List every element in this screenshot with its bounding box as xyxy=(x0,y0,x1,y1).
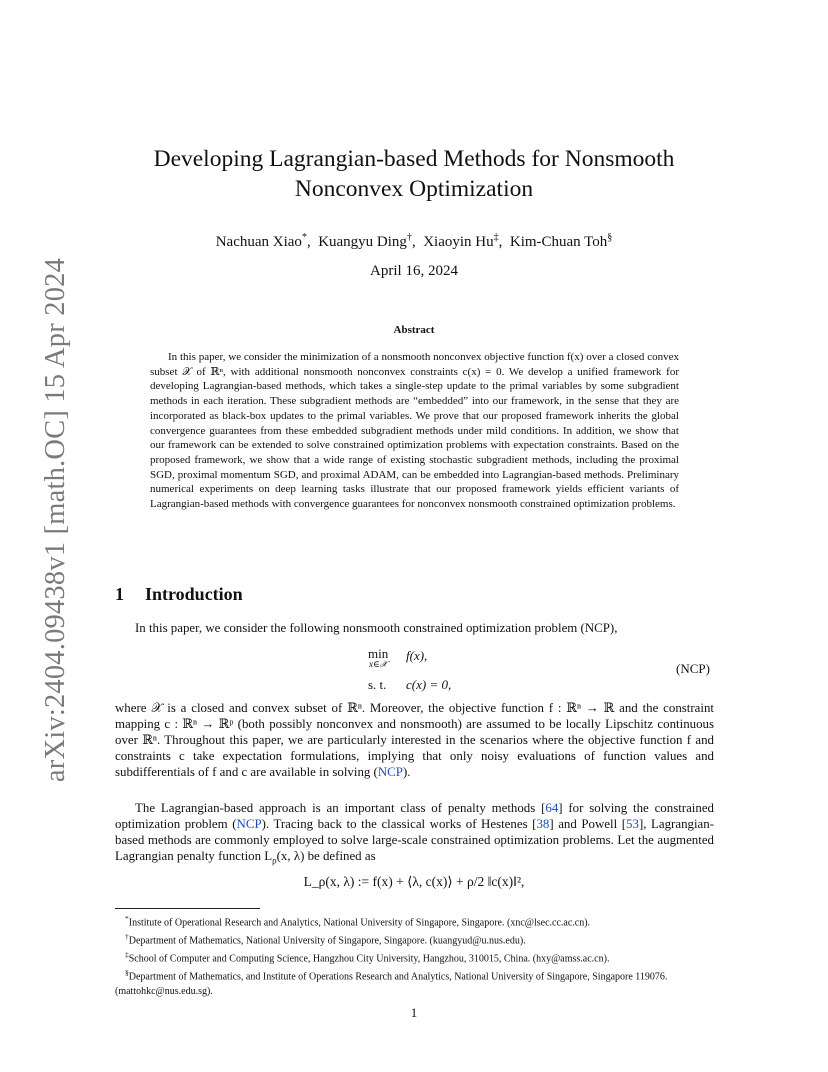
author-list: Nachuan Xiao*, Kuangyu Ding†, Xiaoyin Hu‡, Kim-Chuan Toh§ xyxy=(215,232,613,250)
title-line-1: Developing Lagrangian-based Methods for Nonsmooth xyxy=(153,146,675,172)
ncp-link[interactable]: NCP xyxy=(377,765,403,779)
p3-text: (x, λ) be defined as xyxy=(276,849,376,863)
footnote-mark: † xyxy=(125,932,129,942)
page-number: 1 xyxy=(410,1005,418,1020)
section-title: Introduction xyxy=(145,584,243,604)
ncp-st-label: s. t. xyxy=(368,677,387,692)
footnote-text: Department of Mathematics, National University of Singapore, Singapore. (kuangyud@u.nus.edu). xyxy=(128,935,526,947)
p3-text: ], Lagrangian-based methods are commonly employed to solve large-scale constrained optimization problems. Let the augmented Lagrangian penalty function L xyxy=(115,817,715,863)
ncp-min-subscript: x∈𝒳 xyxy=(369,659,388,669)
footnotes xyxy=(115,912,714,998)
footnote-rule xyxy=(115,908,260,909)
author-name: Kuangyu Ding xyxy=(318,234,407,250)
title-line-2: Nonconvex Optimization xyxy=(294,176,534,202)
rho-subscript: ρ xyxy=(272,855,277,866)
author-name: Xiaoyin Hu xyxy=(423,234,494,250)
author-name: Kim-Chuan Toh xyxy=(509,234,608,250)
section-number: 1 xyxy=(115,584,124,604)
footnote-text: School of Computer and Computing Science, Hangzhou City University, Hangzhou, 310015, China. (hxy@amss.ac.cn). xyxy=(128,953,610,965)
intro-paragraph-1: In this paper, we consider the following nonsmooth constrained optimization problem (NCP), xyxy=(135,621,618,635)
arxiv-stamp-text: arXiv:2404.09438v1 [math.OC] 15 Apr 2024 xyxy=(40,257,71,783)
footnote xyxy=(115,966,714,998)
augmented-lagrangian-equation: L_ρ(x, λ) := f(x) + ⟨λ, c(x)⟩ + ρ/2 ‖c(x)‖², xyxy=(303,874,525,889)
paper-date: April 16, 2024 xyxy=(370,263,458,279)
abstract-text: In this paper, we consider the minimization of a nonsmooth nonconvex objective function f(x) over a closed convex subset 𝒳 of ℝⁿ, with additional nonsmooth nonconvex constraints c(x) = 0. We develop a unified framework for developing Lagrangian-based methods, which takes a single-step update to the primal variables by some subgradient methods in each iteration. These subgradient methods are “embedded” into our framework, in the sense that they are incorporated as black-box updates to the primal variables. We prove that our proposed framework inherits the global convergence guarantees from these embedded subgradient methods under mild conditions. In addition, we show that our framework can be extended to solve constrained optimization problems with expectation constraints. Based on the proposed framework, we show that a wide range of existing stochastic subgradient methods, including the proximal SGD, proximal momentum SGD, and proximal ADAM, can be embedded into Lagrangian-based methods. Preliminary numerical experiments on deep learning tasks illustrate that our proposed framework yields efficient variants of Lagrangian-based methods with convergence guarantees for nonconvex nonsmooth constrained optimization problems. xyxy=(150,351,679,511)
p3-text: ] for solving the constrained optimization problem ( xyxy=(115,801,714,831)
footnote-text: Department of Mathematics, and Institute of Operations Research and Analytics, National University of Singapore, Singapore 119076. (mattohkc@nus.edu.sg). xyxy=(115,971,668,997)
footnote-mark: ‡ xyxy=(125,950,129,960)
p3-text: ). Tracing back to the classical works of Hestenes [ xyxy=(261,817,537,831)
paper-title xyxy=(110,144,718,204)
section-heading xyxy=(115,584,243,605)
citation-link[interactable]: 53 xyxy=(626,817,639,831)
p2-text-end: ). xyxy=(402,765,411,779)
footnote-mark: § xyxy=(125,968,129,978)
author-mark: ‡ xyxy=(493,232,499,243)
ncp-constraint: c(x) = 0, xyxy=(406,677,452,692)
author-mark: § xyxy=(607,232,613,243)
ncp-link[interactable]: NCP xyxy=(236,817,262,831)
citation-link[interactable]: 38 xyxy=(536,817,550,831)
p3-text: ] and Powell [ xyxy=(549,817,627,831)
footnote xyxy=(115,912,714,930)
footnote-text: Institute of Operational Research and Analytics, National University of Singapore, Singapore. (xnc@lsec.cc.ac.cn). xyxy=(128,917,591,929)
author-mark: * xyxy=(301,232,307,243)
abstract-heading: Abstract xyxy=(393,324,435,336)
p3-text: The Lagrangian-based approach is an important class of penalty methods [ xyxy=(135,801,546,815)
ncp-objective: f(x), xyxy=(406,648,428,663)
citation-link[interactable]: 64 xyxy=(545,801,559,815)
p2-text: where 𝒳 is a closed and convex subset of ℝⁿ. Moreover, the objective function f : ℝⁿ → ℝ and the constraint mapping c : ℝⁿ → ℝᵖ (both possibly nonconvex and nonsmooth) are assumed to be locally Lipschitz continuous over ℝⁿ. Throughout this paper, we are particularly interested in the scenarios where the objective function f and constraints c take expectation formulations, implying that only noisy evaluations of function values and subdifferentials of f and c are available in solving ( xyxy=(115,701,714,779)
footnote xyxy=(115,930,714,948)
footnote xyxy=(115,948,714,966)
ncp-min-label: min xyxy=(368,646,389,661)
intro-paragraph-2 xyxy=(115,700,714,780)
intro-paragraph-3 xyxy=(115,800,714,869)
ncp-tag: (NCP) xyxy=(676,661,710,676)
footnote-mark: * xyxy=(125,914,129,923)
author-mark: † xyxy=(406,232,412,243)
author-name: Nachuan Xiao xyxy=(215,234,302,250)
